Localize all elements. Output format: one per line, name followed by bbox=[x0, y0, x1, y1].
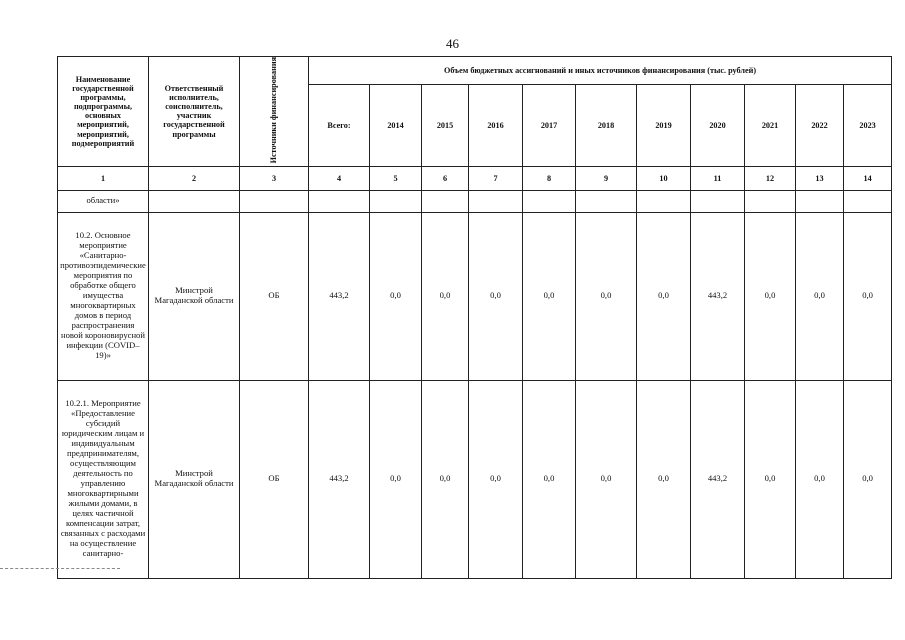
row-value: 0,0 bbox=[422, 380, 469, 578]
row-value: 0,0 bbox=[637, 380, 691, 578]
row-value bbox=[844, 190, 892, 212]
header-name: Наименование государственной программы, подпрограммы, основных мероприятий, мероприятий, подмероприятий bbox=[58, 57, 149, 167]
row-total: 443,2 bbox=[309, 212, 370, 380]
row-responsible bbox=[149, 190, 240, 212]
row-value: 0,0 bbox=[576, 380, 637, 578]
header-year: 2022 bbox=[796, 85, 844, 166]
header-year: 2014 bbox=[370, 85, 422, 166]
row-value: 0,0 bbox=[844, 380, 892, 578]
row-value bbox=[469, 190, 523, 212]
row-value: 0,0 bbox=[469, 212, 523, 380]
row-value: 0,0 bbox=[523, 380, 576, 578]
row-value: 0,0 bbox=[796, 212, 844, 380]
row-name: 10.2.1. Мероприятие «Предоставление субсидий юридическим лицам и индивидуальным предпринимателям, осуществляющим деятельность по управлению многоквартирными жилыми домами, в целях частичной компенсации затрат, связанных с расходами на осуществление санитарно- bbox=[58, 380, 149, 578]
header-year: 2020 bbox=[691, 85, 745, 166]
row-name: области» bbox=[58, 190, 149, 212]
row-value bbox=[370, 190, 422, 212]
row-value: 0,0 bbox=[469, 380, 523, 578]
column-number: 7 bbox=[469, 166, 523, 190]
row-total bbox=[309, 190, 370, 212]
header-year: 2023 bbox=[844, 85, 892, 166]
row-source: ОБ bbox=[240, 212, 309, 380]
row-value bbox=[691, 190, 745, 212]
row-responsible: Минстрой Магаданской области bbox=[149, 212, 240, 380]
row-value bbox=[422, 190, 469, 212]
header-year: 2016 bbox=[469, 85, 523, 166]
row-value: 0,0 bbox=[576, 212, 637, 380]
row-value: 443,2 bbox=[691, 380, 745, 578]
row-value: 0,0 bbox=[745, 380, 796, 578]
row-value: 443,2 bbox=[691, 212, 745, 380]
column-number: 14 bbox=[844, 166, 892, 190]
header-year: 2018 bbox=[576, 85, 637, 166]
page-number: 46 bbox=[446, 36, 459, 51]
table-row bbox=[58, 380, 892, 578]
header-year: 2021 bbox=[745, 85, 796, 166]
table-row bbox=[58, 212, 892, 380]
header-total: Всего: bbox=[309, 85, 370, 166]
row-value: 0,0 bbox=[637, 212, 691, 380]
row-source: ОБ bbox=[240, 380, 309, 578]
header-source-label: Источники финансирования bbox=[269, 57, 279, 164]
column-number: 11 bbox=[691, 166, 745, 190]
header-year: 2019 bbox=[637, 85, 691, 166]
column-number: 10 bbox=[637, 166, 691, 190]
row-value: 0,0 bbox=[523, 212, 576, 380]
row-source bbox=[240, 190, 309, 212]
row-value bbox=[745, 190, 796, 212]
column-number: 8 bbox=[523, 166, 576, 190]
row-value: 0,0 bbox=[844, 212, 892, 380]
row-total: 443,2 bbox=[309, 380, 370, 578]
column-number: 6 bbox=[422, 166, 469, 190]
column-number: 4 bbox=[309, 166, 370, 190]
table-row bbox=[58, 190, 892, 212]
row-value: 0,0 bbox=[370, 380, 422, 578]
header-year: 2015 bbox=[422, 85, 469, 166]
header-year: 2017 bbox=[523, 85, 576, 166]
header-volume: Объем бюджетных ассигнований и иных источников финансирования (тыс. рублей) bbox=[309, 57, 892, 85]
row-value bbox=[796, 190, 844, 212]
column-number: 1 bbox=[58, 166, 149, 190]
column-number-row bbox=[58, 166, 892, 190]
row-responsible: Минстрой Магаданской области bbox=[149, 380, 240, 578]
row-value: 0,0 bbox=[422, 212, 469, 380]
column-number: 5 bbox=[370, 166, 422, 190]
row-value bbox=[576, 190, 637, 212]
budget-table bbox=[57, 56, 892, 579]
scan-artifact-line bbox=[0, 568, 120, 569]
column-number: 12 bbox=[745, 166, 796, 190]
row-value bbox=[637, 190, 691, 212]
column-number: 13 bbox=[796, 166, 844, 190]
row-name: 10.2. Основное мероприятие «Санитарно-противоэпидемические мероприятия по обработке общего имущества многоквартирных домов в период распространения новой короновирусной инфекции (COVID–19)» bbox=[58, 212, 149, 380]
column-number: 9 bbox=[576, 166, 637, 190]
row-value: 0,0 bbox=[370, 212, 422, 380]
row-value: 0,0 bbox=[745, 212, 796, 380]
row-value bbox=[523, 190, 576, 212]
header-source bbox=[240, 57, 309, 167]
row-value: 0,0 bbox=[796, 380, 844, 578]
column-number: 2 bbox=[149, 166, 240, 190]
column-number: 3 bbox=[240, 166, 309, 190]
header-responsible: Ответственный исполнитель, соисполнитель, участник государственной программы bbox=[149, 57, 240, 167]
